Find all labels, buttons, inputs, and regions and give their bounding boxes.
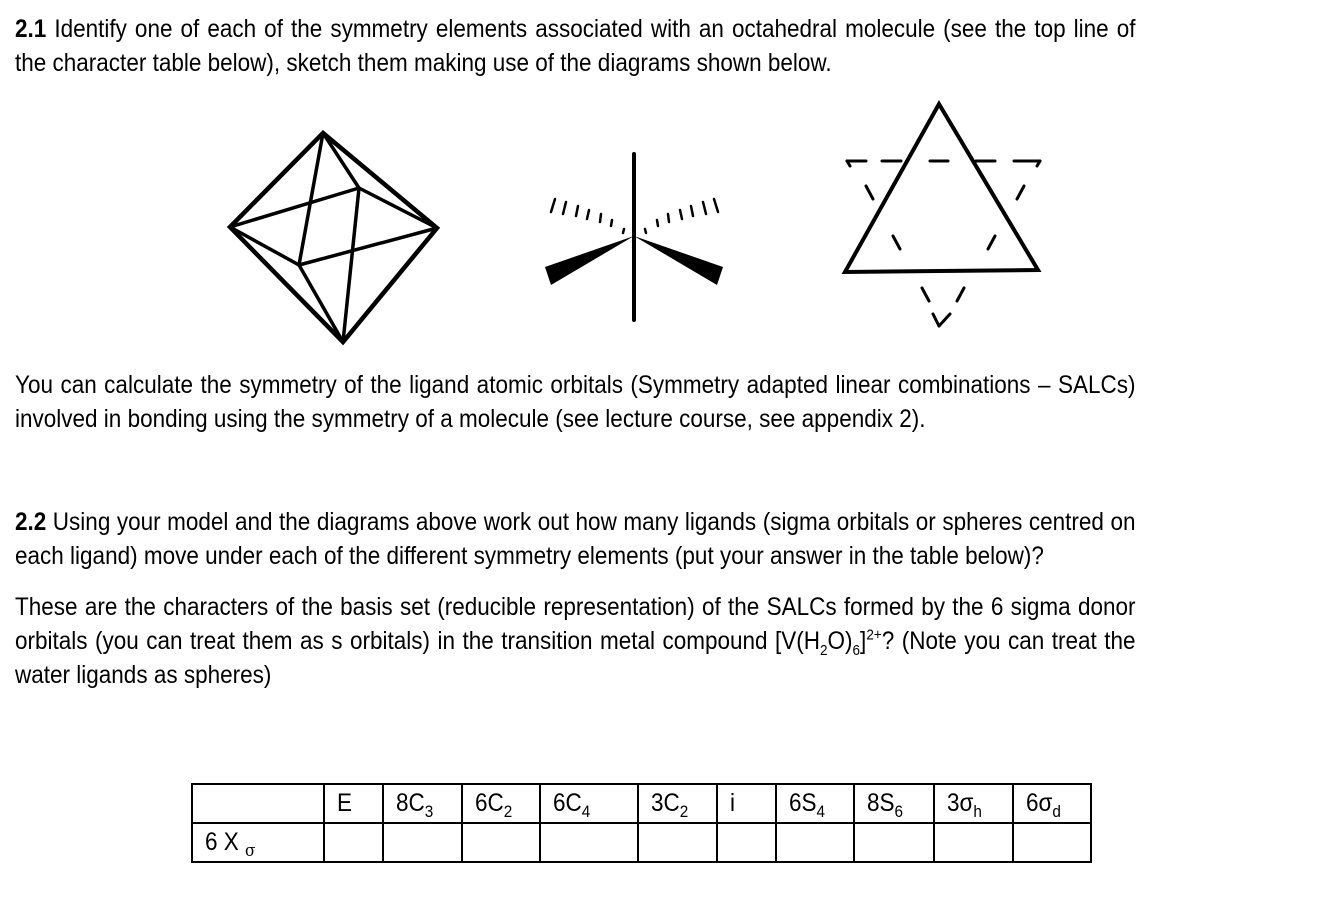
salc-paragraph: You can calculate the symmetry of the ligand atomic orbitals (Symmetry adapted linear combinations – SALCs) involved in bonding using the symmetry of a molecule (see lecture course, see appendix 2). <box>15 371 1136 433</box>
answer-cell-8s6[interactable] <box>854 823 934 862</box>
character-table-header-row <box>192 784 1091 823</box>
question-2-2 <box>15 505 1136 573</box>
question-2-1-text: Identify one of each of the symmetry elements associated with an octahedral molecule (see the top line of the character table below), sketch them making use of the diagrams shown below. <box>15 15 1136 77</box>
characters-paragraph <box>15 590 1136 692</box>
answer-cell-6c4[interactable] <box>540 823 638 862</box>
answer-cell-i[interactable] <box>717 823 776 862</box>
characters-text-end: ? (Note you can treat the water ligands as spheres) <box>15 627 1136 689</box>
answer-cell-e[interactable] <box>324 823 383 862</box>
corner-cell <box>192 784 324 823</box>
header-cell-6c4: $6C_4$ <box>540 784 638 823</box>
formula-part-o: O) <box>827 627 853 655</box>
character-table <box>191 783 1092 863</box>
formula-bracket: ] <box>860 627 867 655</box>
header-cell-i: i <box>717 784 776 823</box>
answer-cell-6c2[interactable] <box>462 823 540 862</box>
answer-cell-6s4[interactable] <box>776 823 854 862</box>
formula-charge: 2+ <box>866 626 882 644</box>
character-table-answer-row <box>192 823 1091 862</box>
question-2-1-label: 2.1 <box>15 15 47 43</box>
question-2-2-label: 2.2 <box>15 508 47 536</box>
question-2-2-text: Using your model and the diagrams above work out how many ligands (sigma orbitals or spheres centred on each ligand) move under each of the different symmetry elements (put your answer in the table below)? <box>15 508 1136 570</box>
header-cell-6c2: $6C_2$ <box>462 784 540 823</box>
header-cell-e: E <box>324 784 383 823</box>
characters-text-start: These are the characters of the basis set (reducible representation) of the SALCs formed by the 6 sigma donor orbitals (you can treat them as s orbitals) in the transition metal compound [V(H <box>15 593 1136 655</box>
answer-cell-3c2[interactable] <box>638 823 717 862</box>
row-label-cell <box>192 823 324 862</box>
header-cell-3sigma-h: $3\sigma_h$ <box>934 784 1013 823</box>
answer-cell-3sigma-h[interactable] <box>934 823 1013 862</box>
answer-cell-6sigma-d[interactable] <box>1013 823 1091 862</box>
header-cell-3c2: $3C_2$ <box>638 784 717 823</box>
header-cell-8c3: $8C_3$ <box>383 784 462 823</box>
header-cell-8s6: $8S_6$ <box>854 784 934 823</box>
row-label-sigma: σ <box>245 841 256 861</box>
triangle-figure <box>845 104 1040 326</box>
header-cell-6sigma-d: $6\sigma_d$ <box>1013 784 1091 823</box>
formula-subscript-h2: 2 <box>820 642 828 659</box>
formula-subscript-6: 6 <box>852 642 861 659</box>
answer-cell-8c3[interactable] <box>383 823 462 862</box>
row-label: 6 X <box>205 828 239 856</box>
octahedron-figure <box>230 133 437 342</box>
symmetry-diagrams <box>0 0 1320 360</box>
header-cell-6s4: $6S_4$ <box>776 784 854 823</box>
axis-wedge-figure <box>545 154 723 320</box>
